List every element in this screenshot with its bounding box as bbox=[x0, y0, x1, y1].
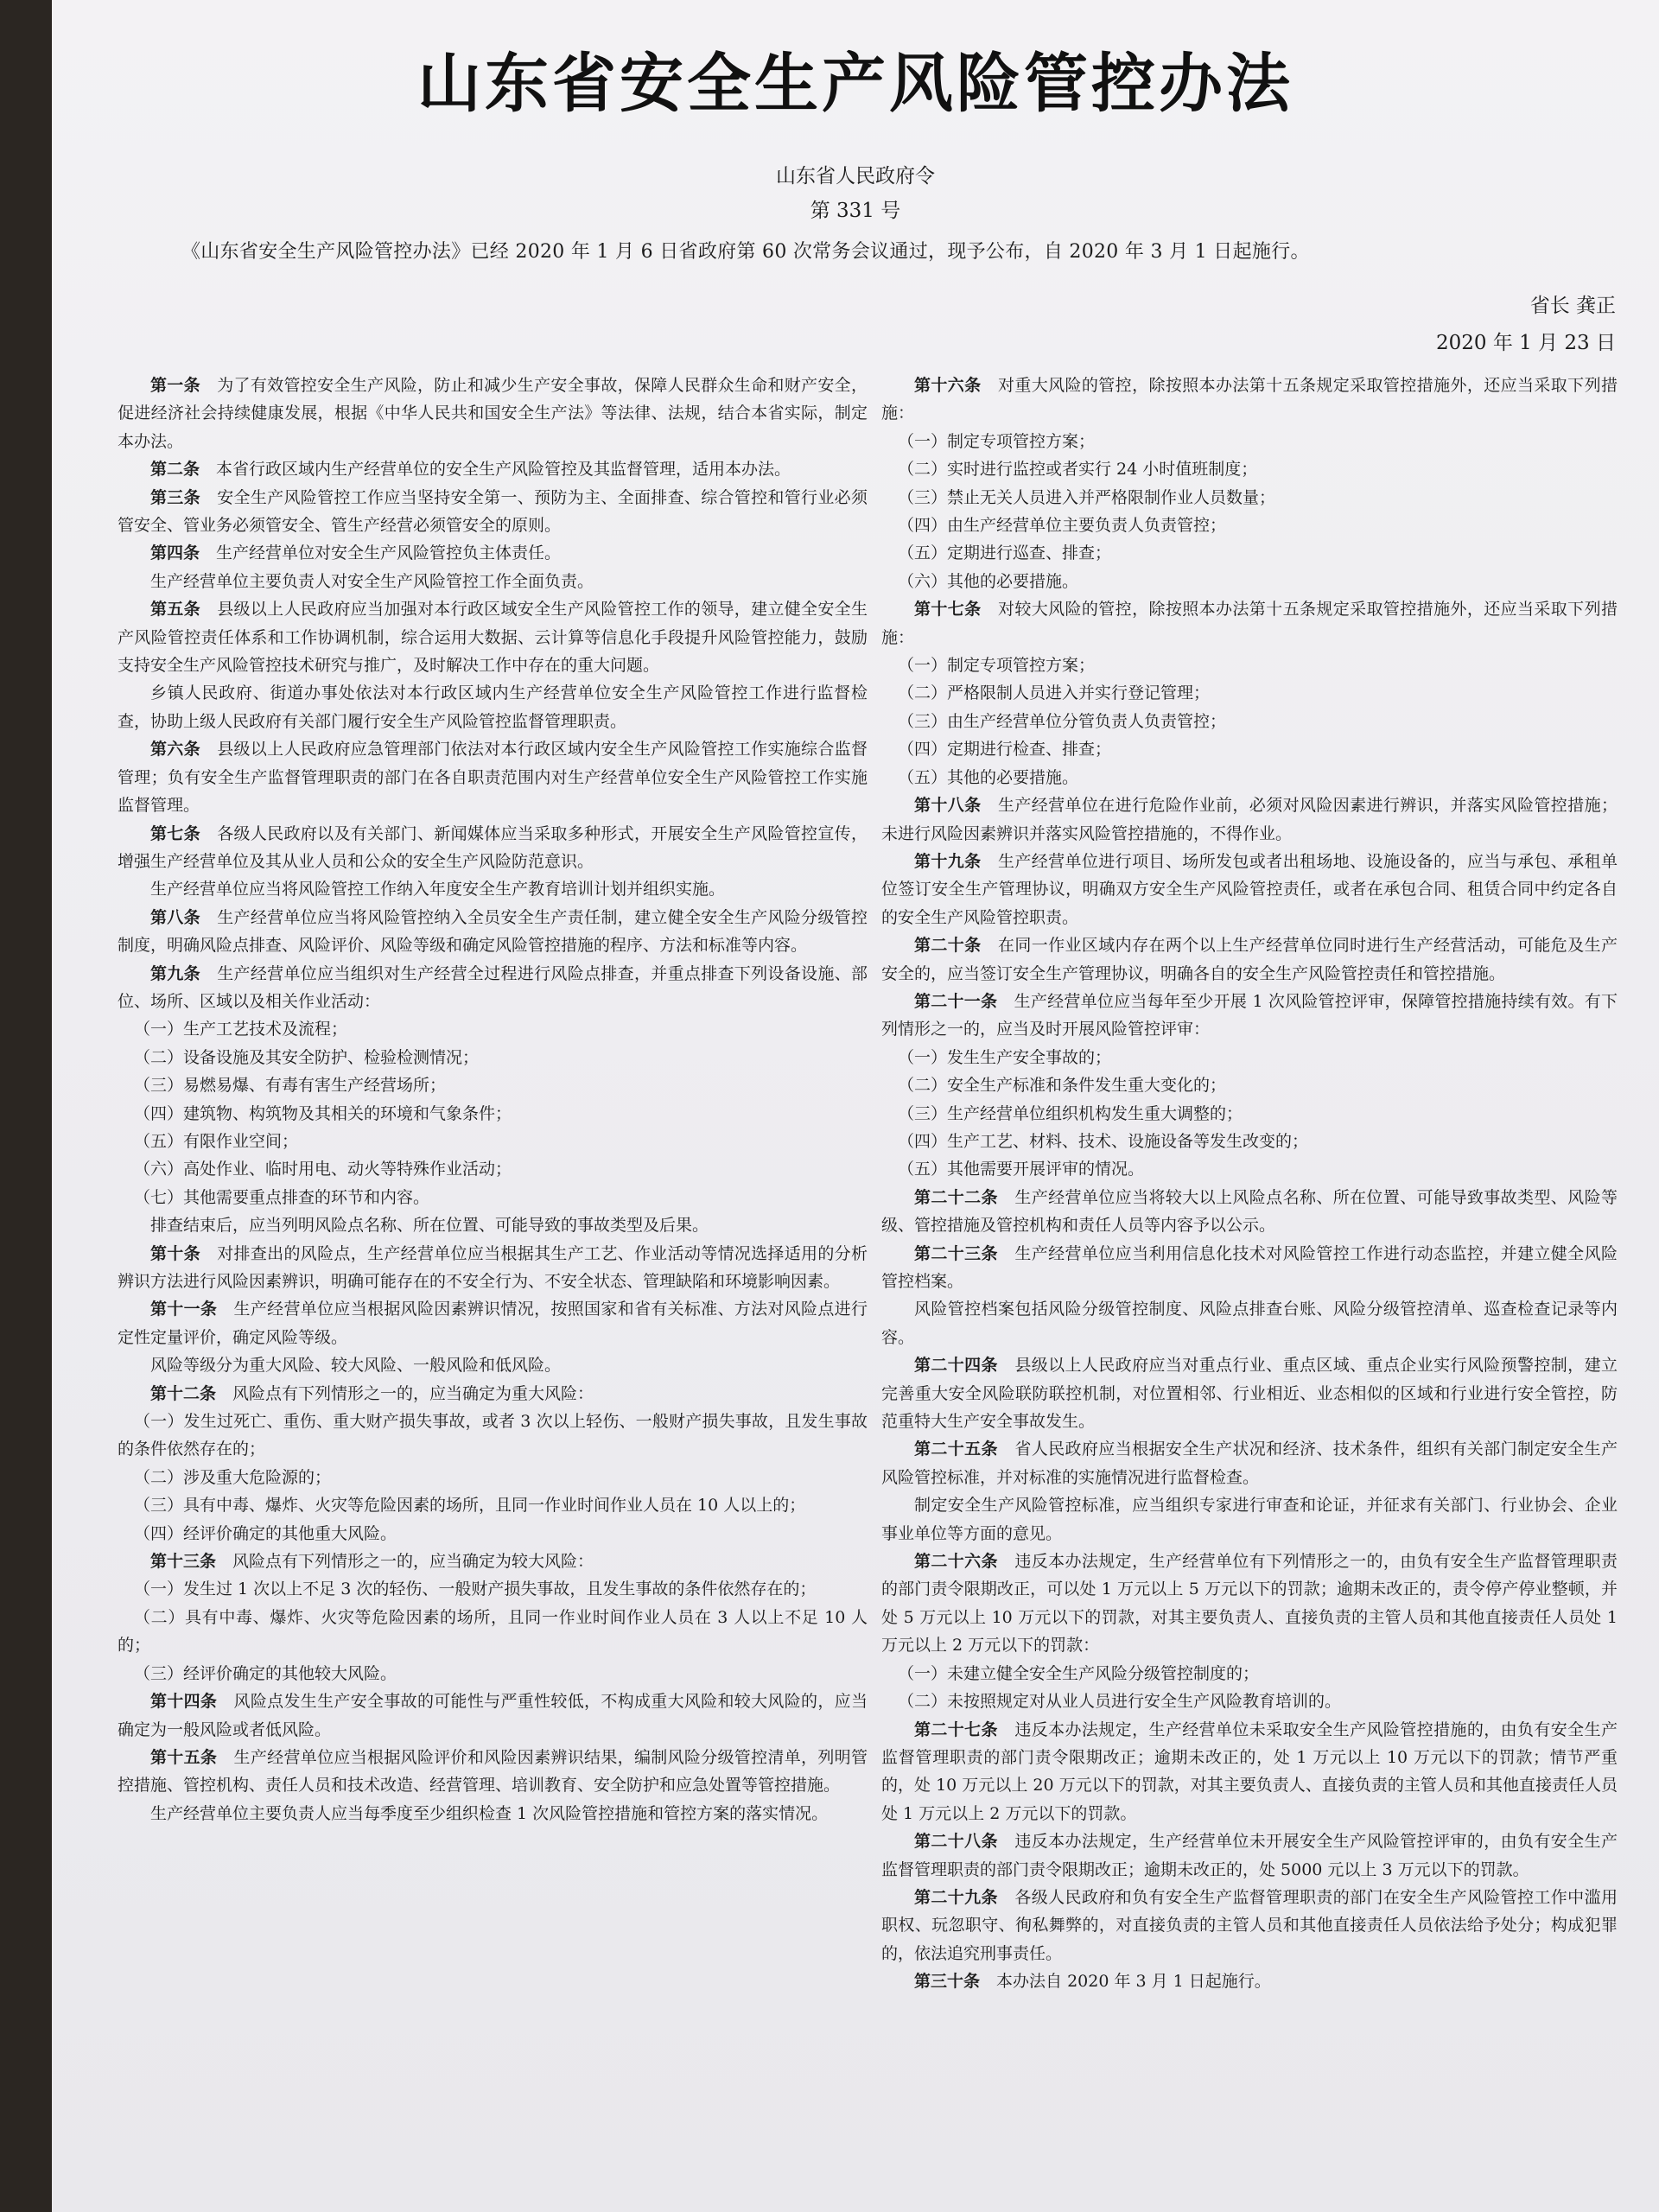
article-text: 对排查出的风险点，生产经营单位应当根据其生产工艺、作业活动等情况选择适用的分析辨识方法进行风险因素辨识，明确可能存在的不安全行为、不安全状态、管理缺陷和环境影响因素。 bbox=[118, 1243, 868, 1291]
article-paragraph bbox=[881, 1827, 1618, 1884]
article-text: （一）发生生产安全事故的； bbox=[898, 1047, 1112, 1067]
article-text: （一）未建立健全安全生产风险分级管控制度的； bbox=[898, 1663, 1260, 1683]
article-paragraph bbox=[118, 455, 868, 483]
list-item bbox=[881, 428, 1618, 455]
article-text: 生产经营单位应当将较大以上风险点名称、所在位置、可能导致事故类型、风险等级、管控措施及管控机构和责任人员等内容予以公示。 bbox=[881, 1187, 1618, 1236]
article-label: 第十四条 bbox=[150, 1692, 218, 1712]
list-item bbox=[118, 1100, 868, 1128]
article-label: 第十条 bbox=[150, 1243, 200, 1263]
paragraph bbox=[118, 1351, 868, 1379]
list-item bbox=[118, 1408, 868, 1464]
list-item bbox=[881, 1100, 1618, 1128]
article-label: 第三条 bbox=[150, 487, 200, 507]
paragraph bbox=[118, 679, 868, 735]
article-text: 乡镇人民政府、街道办事处依法对本行政区域内生产经营单位安全生产风险管控工作进行监督检查，协助上级人民政府有关部门履行安全生产风险管控监督管理职责。 bbox=[118, 683, 868, 731]
article-text: （二）涉及重大危险源的； bbox=[134, 1467, 332, 1487]
article-label: 第十五条 bbox=[150, 1747, 218, 1767]
article-paragraph bbox=[881, 1548, 1618, 1660]
article-text: （五）定期进行巡查、排查； bbox=[898, 543, 1112, 563]
article-paragraph bbox=[881, 1184, 1618, 1240]
article-text: （二）设备设施及其安全防护、检验检测情况； bbox=[134, 1047, 480, 1067]
article-text: 对较大风险的管控，除按照本办法第十五条规定采取管控措施外，还应当采取下列措施： bbox=[881, 600, 1618, 647]
article-text: （五）其他的必要措施。 bbox=[898, 767, 1079, 787]
list-item bbox=[881, 708, 1618, 735]
article-text: （一）发生过死亡、重伤、重大财产损失事故，或者 3 次以上轻伤、一般财产损失事故，且发生事故的条件依然存在的； bbox=[118, 1412, 868, 1459]
signing-date: 2020 年 1 月 23 日 bbox=[1436, 332, 1616, 354]
article-text: 违反本办法规定，生产经营单位有下列情形之一的，由负有安全生产监督管理职责的部门责令限期改正，可以处 1 万元以上 5 万元以下的罚款；逾期未改正的，责令停产停业整顿，并处 5 万元以上 10 万元以下的罚款，对其主要负责人、直接负责的主管人员和其他直接责任人员处 1 万元以上 2 万元以下的罚款： bbox=[881, 1552, 1618, 1656]
article-text: （三）具有中毒、爆炸、火灾等危险因素的场所，且同一作业时间作业人员在 10 人以上的； bbox=[134, 1496, 806, 1516]
article-text: 风险管控档案包括风险分级管控制度、风险点排查台账、风险分级管控清单、巡查检查记录等内容。 bbox=[881, 1300, 1618, 1347]
list-item bbox=[881, 455, 1618, 483]
list-item bbox=[118, 1520, 868, 1548]
article-paragraph bbox=[118, 1688, 868, 1744]
list-item bbox=[881, 568, 1618, 595]
paragraph bbox=[118, 1800, 868, 1827]
article-paragraph bbox=[118, 595, 868, 679]
article-text: （二）安全生产标准和条件发生重大变化的； bbox=[898, 1076, 1227, 1096]
article-text: （四）定期进行检查、排查； bbox=[898, 740, 1112, 760]
article-label: 第六条 bbox=[150, 740, 200, 760]
article-text: 生产经营单位应当根据风险评价和风险因素辨识结果，编制风险分级管控清单，列明管控措施、管控机构、责任人员和技术改造、经营管理、培训教育、安全防护和应急处置等管控措施。 bbox=[118, 1747, 868, 1796]
article-text: 县级以上人民政府应当加强对本行政区域安全生产风险管控工作的领导，建立健全安全生产风险管控责任体系和工作协调机制，综合运用大数据、云计算等信息化手段提升风险管控能力，鼓励支持安全生产风险管控技术研究与推广，及时解决工作中存在的重大问题。 bbox=[118, 600, 868, 676]
article-paragraph bbox=[881, 1435, 1618, 1491]
article-text: 风险等级分为重大风险、较大风险、一般风险和低风险。 bbox=[150, 1356, 562, 1376]
article-paragraph bbox=[881, 1884, 1618, 1967]
article-text: （五）有限作业空间； bbox=[134, 1131, 299, 1151]
article-label: 第二十二条 bbox=[914, 1187, 998, 1207]
article-paragraph bbox=[118, 1744, 868, 1800]
article-paragraph bbox=[881, 848, 1618, 931]
article-text: （四）经评价确定的其他重大风险。 bbox=[134, 1523, 397, 1543]
article-label: 第二十七条 bbox=[914, 1719, 998, 1739]
paragraph bbox=[118, 1211, 868, 1239]
list-item bbox=[118, 1155, 868, 1183]
article-text: （一）制定专项管控方案； bbox=[898, 431, 1096, 451]
article-label: 第十六条 bbox=[914, 376, 982, 395]
article-label: 第二条 bbox=[150, 460, 200, 480]
article-text: 制定安全生产风险管控标准，应当组织专家进行审查和论证，并征求有关部门、行业协会、企业事业单位等方面的意见。 bbox=[881, 1496, 1618, 1543]
article-text: 本办法自 2020 年 3 月 1 日起施行。 bbox=[996, 1972, 1271, 1992]
article-label: 第十七条 bbox=[914, 600, 982, 620]
issuer-line: 山东省人民政府令 bbox=[776, 165, 935, 188]
list-item bbox=[118, 1575, 868, 1603]
list-item bbox=[881, 652, 1618, 679]
article-paragraph bbox=[881, 791, 1618, 848]
article-text: 风险点发生生产安全事故的可能性与严重性较低，不构成重大风险和较大风险的，应当确定为一般风险或者低风险。 bbox=[118, 1692, 868, 1739]
article-text: （二）具有中毒、爆炸、火灾等危险因素的场所，且同一作业时间作业人员在 3 人以上不足 10 人的； bbox=[118, 1607, 868, 1656]
article-label: 第二十九条 bbox=[914, 1887, 998, 1907]
article-paragraph bbox=[118, 960, 868, 1016]
article-paragraph bbox=[881, 1351, 1618, 1435]
decree-text: 《山东省安全生产风险管控办法》已经 2020 年 1 月 6 日省政府第 60 次常务会议通过，现予公布，自 2020 年 3 月 1 日起施行。 bbox=[181, 241, 1310, 263]
article-text: （六）高处作业、临时用电、动火等特殊作业活动； bbox=[134, 1160, 512, 1179]
article-text: 为了有效管控安全生产风险，防止和减少生产安全事故，保障人民群众生命和财产安全，促进经济社会持续健康发展，根据《中华人民共和国安全生产法》等法律、法规，结合本省实际，制定本办法。 bbox=[118, 376, 868, 451]
article-text: 生产经营单位对安全生产风险管控负主体责任。 bbox=[216, 543, 562, 563]
article-label: 第四条 bbox=[150, 543, 200, 563]
article-paragraph bbox=[881, 1240, 1618, 1296]
list-item bbox=[881, 764, 1618, 791]
article-text: 生产经营单位主要负责人应当每季度至少组织检查 1 次风险管控措施和管控方案的落实情况。 bbox=[150, 1803, 829, 1823]
list-item bbox=[881, 1660, 1618, 1688]
list-item bbox=[118, 1071, 868, 1099]
list-item bbox=[118, 1184, 868, 1211]
article-text: 安全生产风险管控工作应当坚持安全第一、预防为主、全面排查、综合管控和管行业必须管安全、管业务必须管安全、管生产经营必须管安全的原则。 bbox=[118, 487, 868, 536]
article-label: 第二十四条 bbox=[914, 1356, 998, 1376]
article-text: 风险点有下列情形之一的，应当确定为重大风险： bbox=[232, 1383, 594, 1403]
article-label: 第二十一条 bbox=[914, 991, 998, 1011]
article-text: （二）实时进行监控或者实行 24 小时值班制度； bbox=[898, 460, 1258, 480]
paragraph bbox=[881, 1295, 1618, 1351]
list-item bbox=[118, 1604, 868, 1660]
article-label: 第七条 bbox=[150, 823, 200, 843]
article-text: 风险点有下列情形之一的，应当确定为较大风险： bbox=[232, 1552, 594, 1572]
article-label: 第三十条 bbox=[914, 1972, 981, 1992]
article-text: （二）未按照规定对从业人员进行安全生产风险教育培训的。 bbox=[898, 1692, 1342, 1712]
article-label: 第十三条 bbox=[150, 1552, 217, 1572]
article-text: 排查结束后，应当列明风险点名称、所在位置、可能导致的事故类型及后果。 bbox=[150, 1216, 709, 1236]
paragraph bbox=[118, 568, 868, 595]
article-text: （三）生产经营单位组织机构发生重大调整的； bbox=[898, 1103, 1243, 1123]
decree-number: 第 331 号 bbox=[810, 200, 901, 222]
article-label: 第二十三条 bbox=[914, 1243, 998, 1263]
article-paragraph bbox=[881, 931, 1618, 988]
list-item bbox=[881, 512, 1618, 539]
article-label: 第二十六条 bbox=[914, 1552, 998, 1572]
article-text: （四）由生产经营单位主要负责人负责管控； bbox=[898, 516, 1227, 536]
article-text: 生产经营单位应当组织对生产经营全过程进行风险点排查，并重点排查下列设备设施、部位、场所、区域以及相关作业活动： bbox=[118, 963, 868, 1011]
article-label: 第一条 bbox=[150, 376, 200, 395]
article-label: 第五条 bbox=[150, 600, 200, 620]
list-item bbox=[881, 1155, 1618, 1183]
article-label: 第九条 bbox=[150, 963, 200, 983]
article-text: （六）其他的必要措施。 bbox=[898, 571, 1079, 591]
article-label: 第二十八条 bbox=[914, 1832, 998, 1852]
list-item bbox=[118, 1660, 868, 1688]
article-paragraph bbox=[118, 1380, 868, 1408]
article-paragraph bbox=[118, 484, 868, 540]
article-paragraph bbox=[881, 988, 1618, 1044]
article-text: 生产经营单位应当每年至少开展 1 次风险管控评审，保障管控措施持续有效。有下列情形之一的，应当及时开展风险管控评审： bbox=[881, 991, 1618, 1039]
article-text: 违反本办法规定，生产经营单位未开展安全生产风险管控评审的，由负有安全生产监督管理职责的部门责令限期改正；逾期未改正的，处 5000 元以上 3 万元以下的罚款。 bbox=[881, 1832, 1618, 1879]
article-text: 各级人民政府和负有安全生产监督管理职责的部门在安全生产风险管控工作中滥用职权、玩忽职守、徇私舞弊的，对直接负责的主管人员和其他直接责任人员依法给予处分；构成犯罪的，依法追究刑事责任。 bbox=[881, 1887, 1618, 1963]
article-paragraph bbox=[118, 735, 868, 819]
article-text: （三）经评价确定的其他较大风险。 bbox=[134, 1663, 397, 1683]
article-paragraph bbox=[118, 820, 868, 876]
article-text: （二）严格限制人员进入并实行登记管理； bbox=[898, 683, 1211, 703]
document-title: 山东省安全生产风险管控办法 bbox=[417, 47, 1294, 121]
list-item bbox=[118, 1128, 868, 1155]
article-paragraph bbox=[118, 372, 868, 455]
article-paragraph bbox=[881, 1967, 1618, 1995]
article-paragraph bbox=[881, 1716, 1618, 1828]
article-text: 生产经营单位应当根据风险因素辨识情况，按照国家和省有关标准、方法对风险点进行定性定量评价，确定风险等级。 bbox=[118, 1300, 868, 1347]
article-label: 第十九条 bbox=[914, 851, 982, 871]
article-text: （三）禁止无关人员进入并严格限制作业人员数量； bbox=[898, 487, 1276, 507]
article-label: 第八条 bbox=[150, 907, 200, 927]
article-text: 违反本办法规定，生产经营单位未采取安全生产风险管控措施的，由负有安全生产监督管理职责的部门责令限期改正；逾期未改正的，处 1 万元以上 10 万元以下的罚款；情节严重的，处 10 万元以上 20 万元以下的罚款，对其主要负责人、直接负责的主管人员和其他直接责任人员处 1 万元以上 2 万元以下的罚款。 bbox=[881, 1719, 1618, 1823]
list-item bbox=[881, 484, 1618, 512]
article-paragraph bbox=[118, 539, 868, 567]
article-paragraph bbox=[118, 1240, 868, 1296]
paragraph bbox=[118, 875, 868, 903]
list-item bbox=[881, 1044, 1618, 1071]
article-text: 生产经营单位进行项目、场所发包或者出租场地、设施设备的，应当与承包、承租单位签订安全生产管理协议，明确双方安全生产风险管控责任，或者在承包合同、租赁合同中约定各自的安全生产风险管控职责。 bbox=[881, 851, 1618, 927]
list-item bbox=[881, 1128, 1618, 1155]
article-paragraph bbox=[118, 1548, 868, 1575]
article-text: （一）生产工艺技术及流程； bbox=[134, 1020, 348, 1039]
document-page bbox=[52, 0, 1659, 2212]
article-paragraph bbox=[881, 595, 1618, 652]
list-item bbox=[881, 1688, 1618, 1715]
signer: 省长 龚正 bbox=[1529, 295, 1616, 317]
article-label: 第十八条 bbox=[914, 796, 982, 816]
list-item bbox=[118, 1464, 868, 1491]
article-label: 第二十条 bbox=[914, 936, 982, 956]
list-item bbox=[881, 735, 1618, 763]
list-item bbox=[118, 1015, 868, 1043]
article-text: 县级以上人民政府应急管理部门依法对本行政区域内安全生产风险管控工作实施综合监督管理；负有安全生产监督管理职责的部门在各自职责范围内对生产经营单位安全生产风险管控工作实施监督管理。 bbox=[118, 740, 868, 816]
article-text: （四）建筑物、构筑物及其相关的环境和气象条件； bbox=[134, 1103, 512, 1123]
list-item bbox=[881, 1071, 1618, 1099]
list-item bbox=[118, 1044, 868, 1071]
article-paragraph bbox=[881, 372, 1618, 428]
article-text: （三）易燃易爆、有毒有害生产经营场所； bbox=[134, 1076, 447, 1096]
article-text: 本省行政区域内生产经营单位的安全生产风险管控及其监督管理，适用本办法。 bbox=[216, 460, 791, 480]
left-column bbox=[118, 372, 868, 1827]
article-text: 各级人民政府以及有关部门、新闻媒体应当采取多种形式，开展安全生产风险管控宣传，增强生产经营单位及其从业人员和公众的安全生产风险防范意识。 bbox=[118, 823, 868, 871]
article-text: 生产经营单位应当将风险管控纳入全员安全生产责任制，建立健全安全生产风险分级管控制度，明确风险点排查、风险评价、风险等级和确定风险管控措施的程序、方法和标准等内容。 bbox=[118, 907, 868, 956]
list-item bbox=[118, 1491, 868, 1519]
article-text: （四）生产工艺、材料、技术、设施设备等发生改变的； bbox=[898, 1131, 1309, 1151]
list-item bbox=[881, 679, 1618, 707]
article-text: （三）由生产经营单位分管负责人负责管控； bbox=[898, 711, 1227, 731]
article-text: （一）发生过 1 次以上不足 3 次的轻伤、一般财产损失事故，且发生事故的条件依然存在的； bbox=[134, 1580, 817, 1599]
article-text: （七）其他需要重点排查的环节和内容。 bbox=[134, 1187, 430, 1207]
article-text: （一）制定专项管控方案； bbox=[898, 656, 1096, 676]
article-text: 县级以上人民政府应当对重点行业、重点区域、重点企业实行风险预警控制，建立完善重大安全风险联防联控机制，对位置相邻、行业相近、业态相似的区域和行业进行安全管控，防范重特大生产安全事故发生。 bbox=[881, 1356, 1618, 1432]
right-column bbox=[881, 372, 1618, 1996]
article-text: 生产经营单位应当将风险管控工作纳入年度安全生产教育培训计划并组织实施。 bbox=[150, 880, 726, 899]
list-item bbox=[881, 539, 1618, 567]
article-text: 生产经营单位应当利用信息化技术对风险管控工作进行动态监控，并建立健全风险管控档案。 bbox=[881, 1243, 1618, 1291]
article-text: 省人民政府应当根据安全生产状况和经济、技术条件，组织有关部门制定安全生产风险管控标准，并对标准的实施情况进行监督检查。 bbox=[881, 1440, 1618, 1487]
article-label: 第十一条 bbox=[150, 1300, 218, 1319]
article-paragraph bbox=[118, 904, 868, 960]
article-text: （五）其他需要开展评审的情况。 bbox=[898, 1160, 1145, 1179]
article-label: 第十二条 bbox=[150, 1383, 217, 1403]
paragraph bbox=[881, 1491, 1618, 1548]
article-paragraph bbox=[118, 1295, 868, 1351]
article-label: 第二十五条 bbox=[914, 1440, 998, 1459]
article-text: 对重大风险的管控，除按照本办法第十五条规定采取管控措施外，还应当采取下列措施： bbox=[881, 376, 1618, 423]
article-text: 生产经营单位主要负责人对安全生产风险管控工作全面负责。 bbox=[150, 571, 594, 591]
article-text: 在同一作业区域内存在两个以上生产经营单位同时进行生产经营活动，可能危及生产安全的，应当签订安全生产管理协议，明确各自的安全生产风险管控责任和管控措施。 bbox=[881, 936, 1618, 983]
article-text: 生产经营单位在进行危险作业前，必须对风险因素进行辨识，并落实风险管控措施；未进行风险因素辨识并落实风险管控措施的，不得作业。 bbox=[881, 796, 1618, 843]
